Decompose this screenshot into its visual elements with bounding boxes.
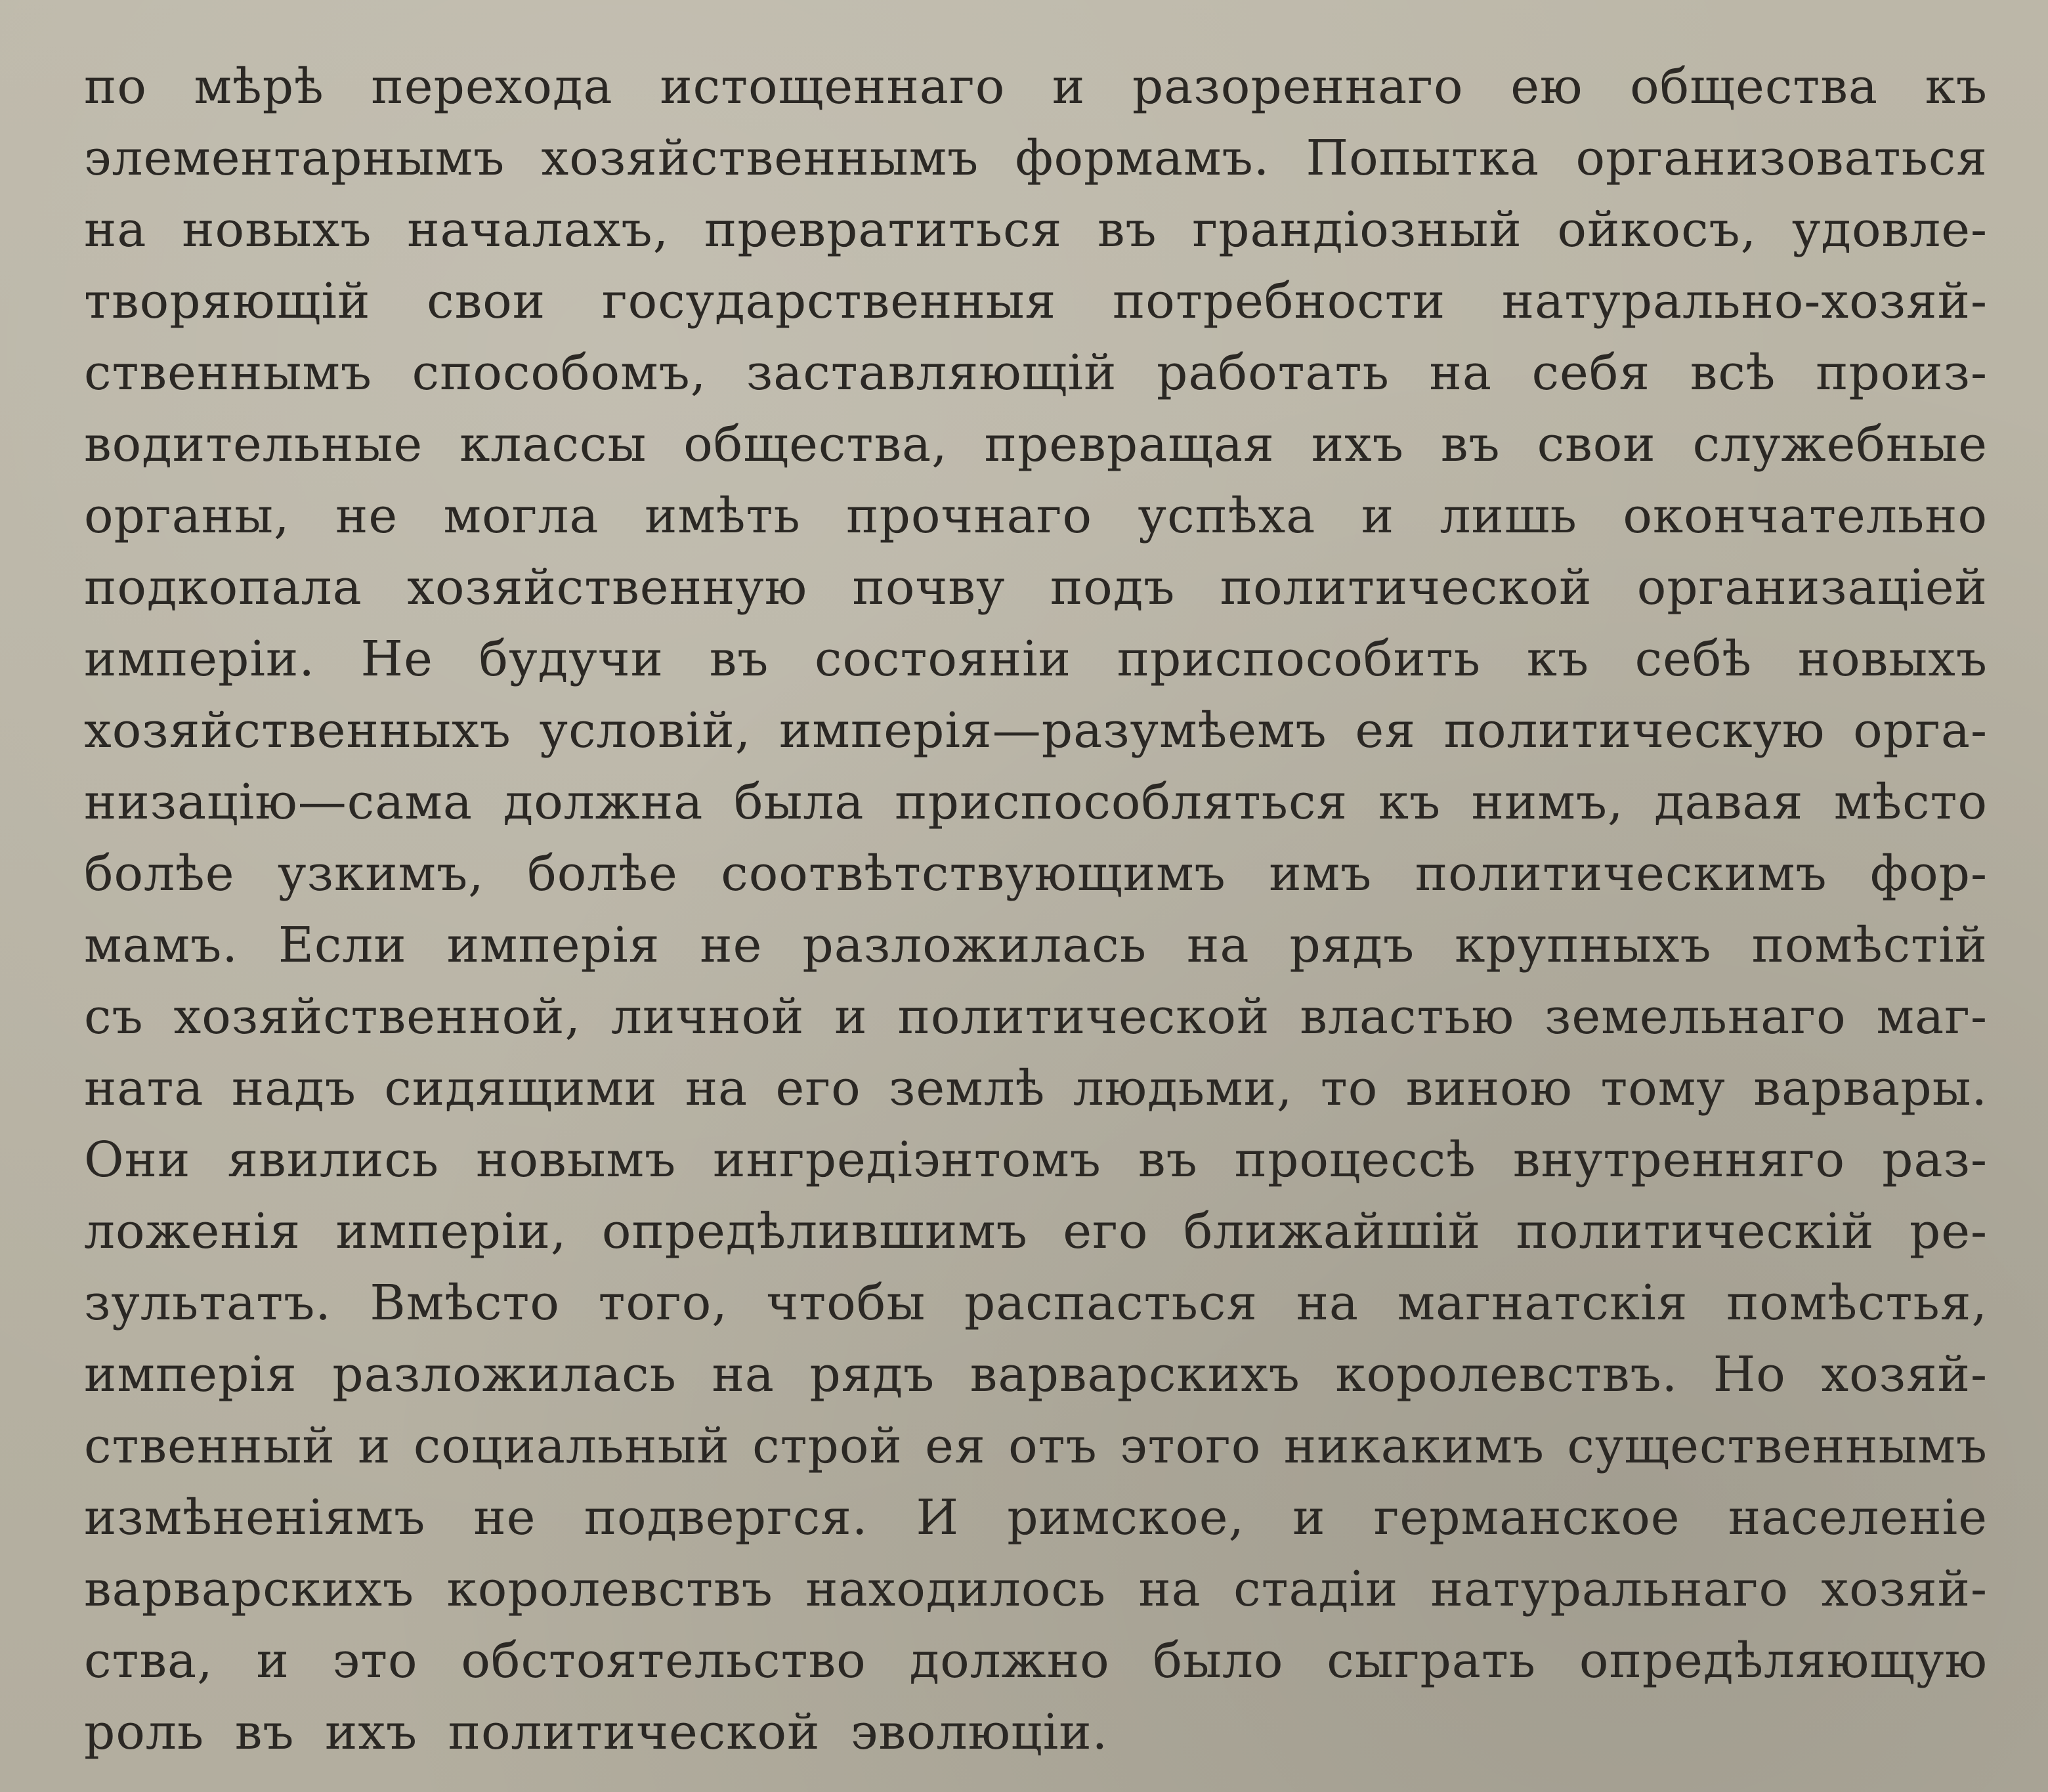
text-line: варварскихъ королевствъ находилось на стадіи натуральнаго хозяй- xyxy=(84,1561,1988,1617)
text-line: творяющій свои государственныя потребности натурально-хозяй- xyxy=(84,273,1988,330)
text-line: зультатъ. Вмѣсто того, чтобы распасться на магнатскія помѣстья, xyxy=(84,1275,1988,1331)
text-line: низацію—сама должна была приспособляться къ нимъ, давая мѣсто xyxy=(84,774,1988,830)
text-line: органы, не могла имѣть прочнаго успѣха и лишь окончательно xyxy=(84,488,1988,544)
text-line: измѣненіямъ не подвергся. И римское, и германское населеніе xyxy=(84,1489,1988,1546)
text-line: водительные классы общества, превращая ихъ въ свои служебные xyxy=(84,416,1988,473)
text-line: Они явились новымъ ингредіэнтомъ въ процессѣ внутренняго раз- xyxy=(84,1132,1988,1188)
text-line: ната надъ сидящими на его землѣ людьми, то виною тому варвары. xyxy=(84,1060,1988,1117)
text-line: ственный и социальный строй ея отъ этого никакимъ существеннымъ xyxy=(84,1418,1988,1474)
text-line: подкопала хозяйственную почву подъ политической организаціей xyxy=(84,559,1988,616)
text-line: хозяйственныхъ условій, имперія—разумѣемъ ея политическую орга- xyxy=(84,702,1988,759)
text-line-last: роль въ ихъ политической эволюціи. xyxy=(84,1704,1109,1760)
text-line: ственнымъ способомъ, заставляющій работать на себя всѣ произ- xyxy=(84,345,1988,401)
text-line: по мѣрѣ перехода истощеннаго и разореннаго ею общества къ xyxy=(84,58,1988,115)
text-line: ложенія имперіи, опредѣлившимъ его ближайшій политическій ре- xyxy=(84,1203,1988,1260)
paragraph xyxy=(84,51,1988,1768)
text-line: имперіи. Не будучи въ состояніи приспособить къ себѣ новыхъ xyxy=(84,631,1988,687)
text-line: элементарнымъ хозяйственнымъ формамъ. Попытка организоваться xyxy=(84,130,1988,186)
text-line: имперія разложилась на рядъ варварскихъ королевствъ. Но хозяй- xyxy=(84,1346,1988,1403)
text-line: ства, и это обстоятельство должно было сыграть опредѣляющую xyxy=(84,1632,1988,1689)
text-line: на новыхъ началахъ, превратиться въ грандіозный ойкосъ, удовле- xyxy=(84,202,1988,258)
text-line: болѣе узкимъ, болѣе соотвѣтствующимъ имъ политическимъ фор- xyxy=(84,845,1988,902)
text-line: мамъ. Если имперія не разложилась на рядъ крупныхъ помѣстій xyxy=(84,917,1988,973)
text-line: съ хозяйственной, личной и политической властью земельнаго маг- xyxy=(84,989,1988,1045)
